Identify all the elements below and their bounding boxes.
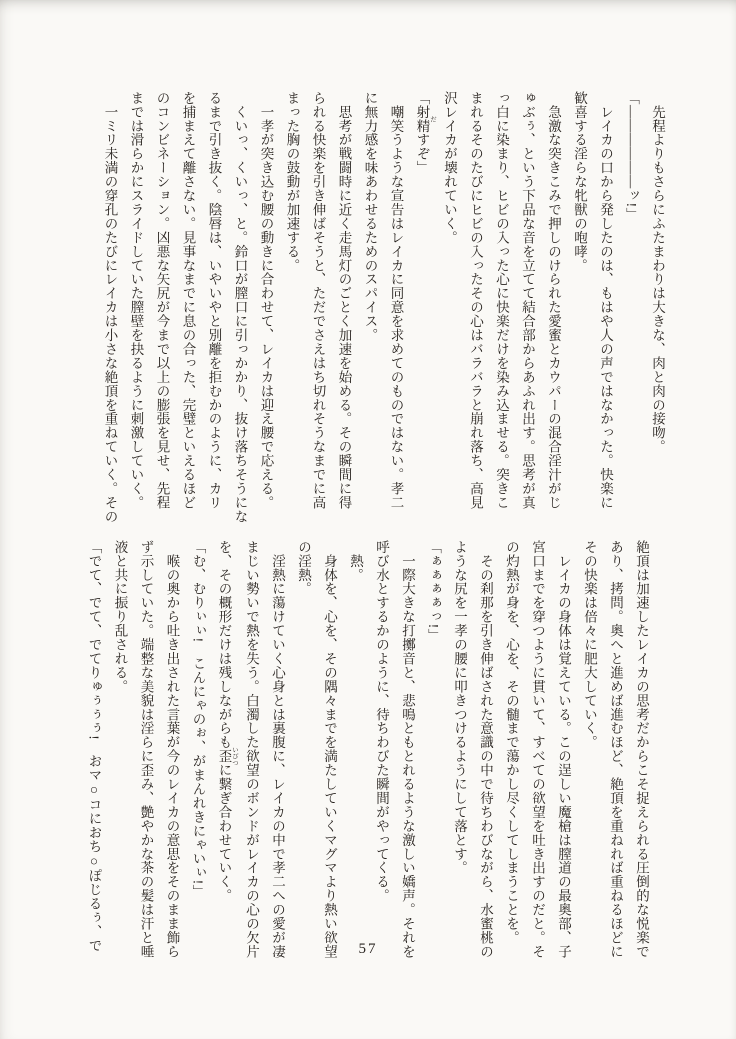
text-line: レイカの口から発したのは、もはや人の声ではなかった。快楽に — [598, 91, 613, 510]
text-line: その刹那を引き伸ばされた意識の中で待ちわびながら、水蜜桃の — [478, 540, 493, 959]
ruby-annotation: 射精 だ — [414, 104, 436, 133]
text-line: 「ぁぁぁぁっ!」 — [426, 540, 441, 643]
text-line: 淫熱に蕩けていく心身とは裏腹に、レイカの中で孝二への愛が凄 — [270, 540, 285, 959]
text-line: あり、拷問。奥へと進めば進むほど、絶頂を重ねれば重ねるほどに — [608, 540, 623, 959]
text-line: 先程よりもさらにふたまわりは大きな、肉と肉の接吻。 — [650, 91, 665, 454]
text-line: 「――――――ッ!」 — [624, 91, 639, 222]
text-line: 歓喜する淫らな牝獣の咆哮。 — [572, 91, 587, 273]
text-line: ず示していた。端整な美貌は淫らに歪み、艶やかな茶の髪は汗と唾 — [138, 540, 154, 959]
text-line: まじい勢いで熱を失う。白濁した欲望のボンドがレイカの心の欠片 — [244, 540, 259, 959]
page-number: 57 — [358, 941, 378, 957]
text-line: 喉の奥から吐き出された言葉が今のレイカの意思をそのまま飾ら — [164, 540, 180, 959]
text-line: その快楽は倍々に肥大していく。 — [582, 540, 597, 750]
text-line: られる快楽を引き伸ばそうと、ただでさえはち切れそうなまでに高 — [310, 91, 326, 510]
text-line: るまで引き抜く。陰唇は、いやいやと別離を拒むかのように、カリ — [206, 91, 222, 510]
text-line: のコンビネーション。凶悪な矢尻が今まで以上の膨張を見せ、先程 — [154, 91, 170, 510]
text-line: 「む、むりぃぃ! こんにゃのぉ、がまんれきにゃいぃ!」 — [190, 540, 206, 899]
text-line: まれるそのたびにヒビの入ったその心はバラバラと崩れ落ち、高見 — [468, 91, 483, 510]
text-line: 「でて、でて、でてりゅぅぅぅ! おマ○コにおち○ぽじるぅ、で — [86, 540, 102, 953]
text-line: くいっ、くいっ、と。鈴口が膣口に引っかかり、抜け落ちそうにな — [232, 91, 248, 524]
text-line: に無力感を味あわせるためのスパイス。 — [362, 91, 378, 343]
text-line: 液と共に振り乱される。 — [112, 540, 128, 694]
text-line: 一際大きな打擲音と、悲鳴ともとれるような激しい嬌声。それを — [400, 540, 415, 959]
text-line: までは滑らかにスライドしていた膣壁を抉るように刺激していく。 — [128, 91, 144, 510]
text-line: 一孝が突き込む腰の動きに合わせて、レイカは迎え腰で応える。 — [258, 91, 274, 510]
ruby-annotation: 歪 いびつ — [216, 746, 238, 766]
text-line: 身体を、心を、その隅々までを満たしていくマグマより熱い欲望 — [322, 540, 337, 959]
text-line: 沢レイカが壊れていく。 — [442, 91, 457, 245]
text-line: 熱。 — [348, 540, 363, 582]
text-line: 宮口までを穿つように貫いて、すべての欲望を吐き出すのだと。そ — [530, 540, 545, 959]
text-line: の灼熱が身を、心を、その髄まで蕩かし尽くしてしまうことを。 — [504, 540, 519, 945]
text-line: を捕まえて離さない。見事なまでに息の合った、完璧といえるほど — [180, 91, 196, 510]
text-line: っ白に染まり、ヒビの入った心に快楽だけを染み込ませる。突きこ — [494, 91, 509, 510]
text-line: レイカの身体は覚えている。この逞しい魔槍は膣道の最奥部、子 — [556, 540, 571, 959]
text-line: 急激な突きこみで押しのけられた愛蜜とカウパーの混合淫汁がじ — [546, 91, 561, 510]
text-line: 嘲笑うような宣告はレイカに同意を求めてのものではない。孝二 — [388, 91, 404, 510]
text-line: 一ミリ未満の穿孔のたびにレイカは小さな絶頂を重ねていく。その — [102, 91, 118, 524]
text-line: まった胸の鼓動が加速する。 — [284, 91, 300, 273]
text-line: 「射精 だすぞ」 — [414, 91, 436, 175]
text-block-upper — [97, 91, 671, 524]
text-line: 絶頂は加速したレイカの思考だからこそ捉えられる圧倒的な悦楽で — [634, 540, 649, 959]
text-line: を、その概形だけは残しながらも歪 いびつに繋ぎ合わせていく。 — [216, 540, 238, 903]
text-line: 思考が戦闘時に近く走馬灯のごとく加速を始める。その瞬間に得 — [336, 91, 352, 510]
text-line: ゅぶぅ、という下品な音を立てて結合部からあふれ出す。思考が真 — [520, 91, 535, 510]
text-line: 呼び水とするかのように、待ちわびた瞬間がやってくる。 — [374, 540, 389, 903]
text-block-lower — [81, 540, 655, 961]
text-line: の淫熱。 — [296, 540, 311, 596]
text-line: ような尻を一孝の腰に叩きつけるようにして落とす。 — [452, 540, 467, 875]
